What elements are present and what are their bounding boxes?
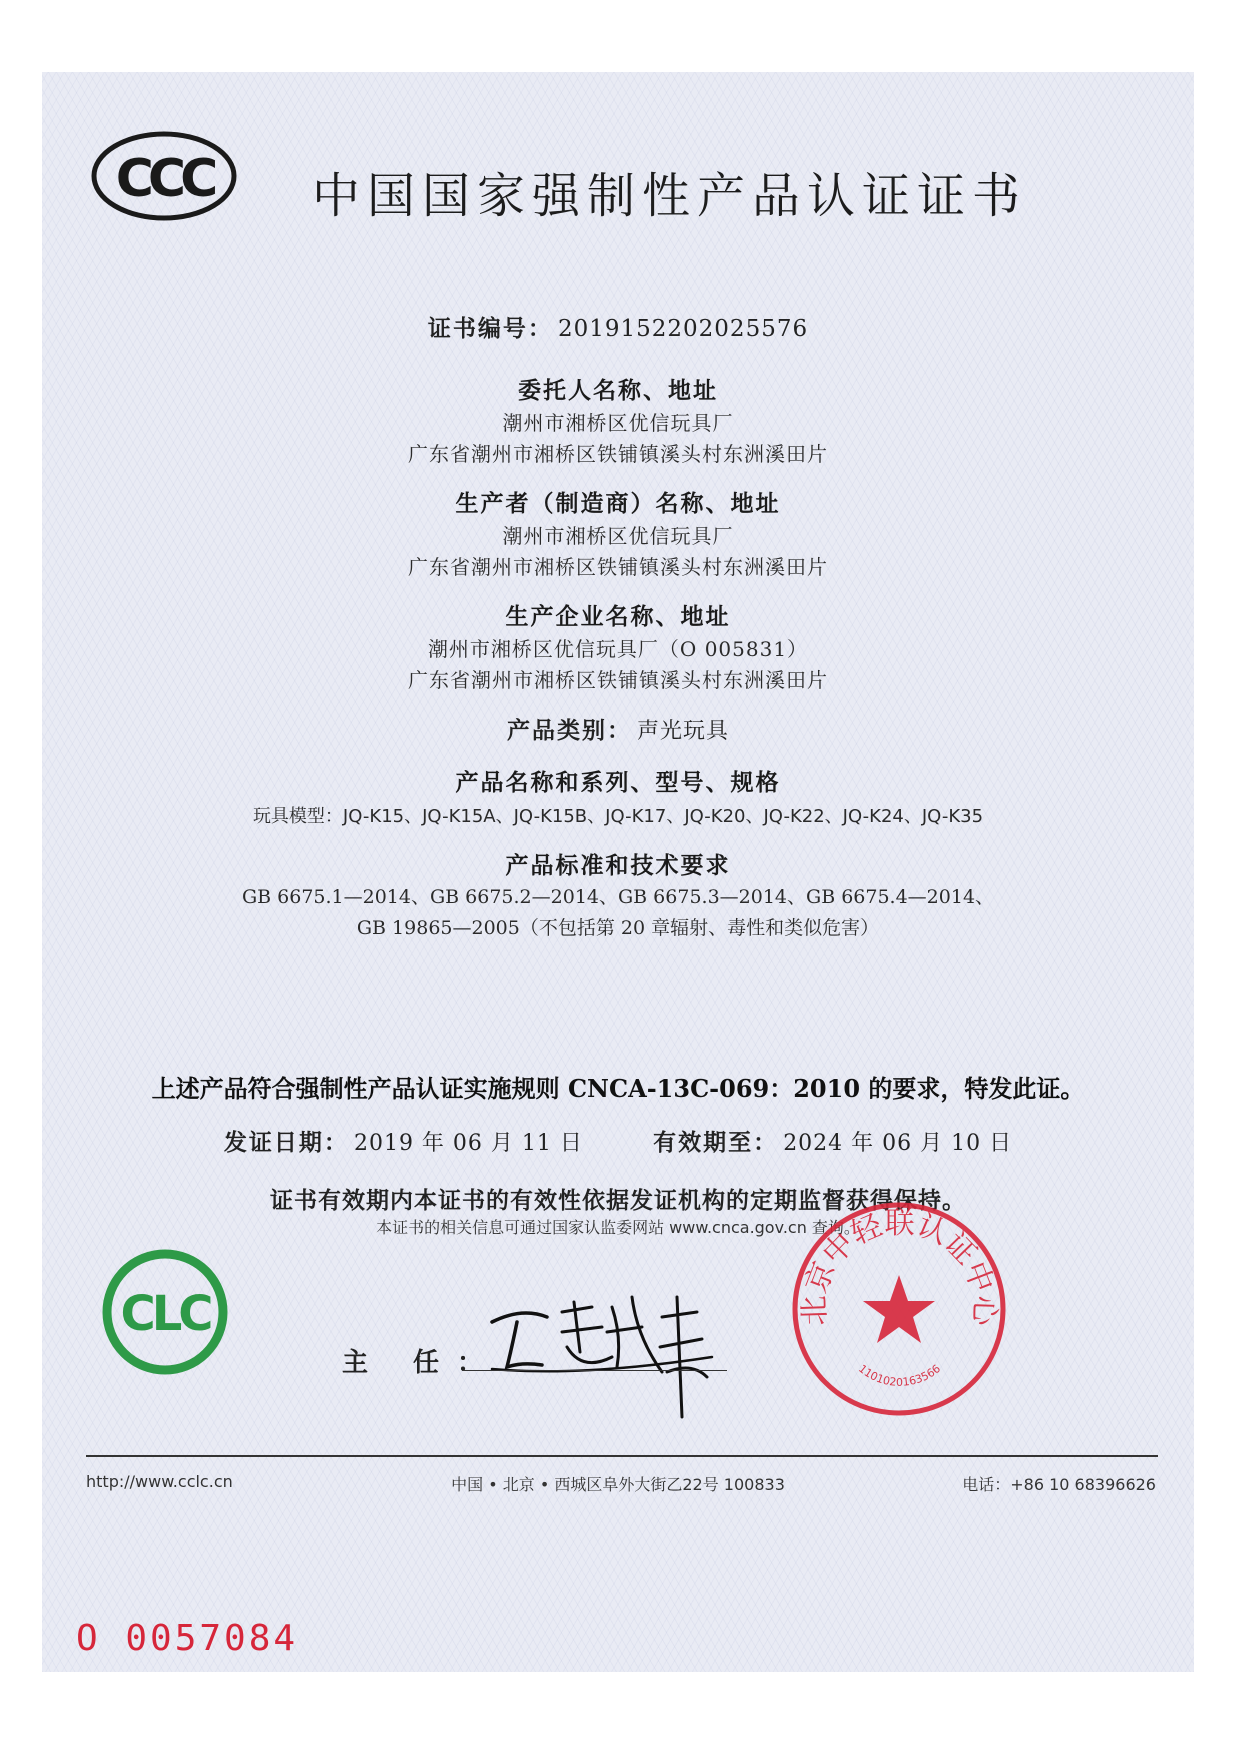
product-models-heading: 产品名称和系列、型号、规格 [455,770,781,796]
footer-url: http://www.cclc.cn [86,1472,233,1491]
factory-heading: 生产企业名称、地址 [505,604,731,630]
svg-text:北京中轻联认证中心: 北京中轻联认证中心 [797,1205,1002,1327]
footer-phone: 电话：+86 10 68396626 [962,1475,1156,1494]
svg-text:1101020163566: 1101020163566 [855,1362,944,1389]
product-category [42,712,1194,745]
product-category-label: 产品类别： [506,718,632,744]
client-heading: 委托人名称、地址 [518,378,718,404]
standards-line-1: GB 6675.1—2014、GB 6675.2—2014、GB 6675.3—2014、GB 6675.4—2014、 [241,886,995,908]
product-models-list: 玩具模型：JQ-K15、JQ-K15A、JQ-K15B、JQ-K17、JQ-K20、JQ-K22、JQ-K24、JQ-K35 [252,806,984,827]
svg-text:CLC: CLC [120,1286,210,1342]
dates-row [42,1124,1194,1157]
certificate [42,72,1194,1672]
expiry-date-value: 2024 年 06 月 10 日 [783,1131,1013,1156]
ccc-logo [90,130,238,222]
standards-heading: 产品标准和技术要求 [505,853,731,879]
certificate-number-value: 2019152202025576 [557,316,809,342]
statement-suffix: 的要求，特发此证。 [860,1075,1085,1103]
statement-prefix: 上述产品符合强制性产品认证实施规则 [151,1075,568,1103]
product-category-value: 声光玩具 [637,719,730,744]
certificate-number-label: 证书编号： [427,316,553,342]
signature-line [462,1370,727,1371]
footer-address: 中国 • 北京 • 西城区阜外大街乙22号 100833 [451,1475,785,1494]
footer-divider [86,1455,1158,1457]
client-address: 广东省潮州市湘桥区铁铺镇溪头村东洲溪田片 [408,442,828,466]
expiry-date-label: 有效期至： [653,1130,779,1156]
conformity-statement [42,1069,1194,1104]
director-label: 主 任： [342,1348,502,1378]
issue-date-value: 2019 年 06 月 11 日 [353,1131,583,1156]
certification-seal [787,1197,1012,1422]
factory-name: 潮州市湘桥区优信玩具厂（O 005831） [427,637,809,661]
director-signature [462,1277,722,1427]
manufacturer-address: 广东省潮州市湘桥区铁铺镇溪头村东洲溪田片 [408,555,828,579]
statement-code: CNCA-13C-069：2010 [567,1074,861,1103]
validity-note: 证书有效期内本证书的有效性依据发证机构的定期监督获得保持。 [270,1188,966,1214]
manufacturer-name: 潮州市湘桥区优信玩具厂 [502,524,734,548]
serial-number: O 0057084 [76,1618,299,1659]
certificate-number [42,310,1194,343]
clc-logo [100,1247,230,1377]
factory-address: 广东省潮州市湘桥区铁铺镇溪头村东洲溪田片 [408,668,828,692]
issue-date-label: 发证日期： [223,1130,349,1156]
svg-text:CCC: CCC [115,149,213,209]
client-name: 潮州市湘桥区优信玩具厂 [502,411,734,435]
page-title: 中国国家强制性产品认证证书 [312,168,1028,224]
standards-line-2: GB 19865—2005（不包括第 20 章辐射、毒性和类似危害） [356,917,880,939]
website-note: 本证书的相关信息可通过国家认监委网站 www.cnca.gov.cn 查询。 [376,1218,860,1237]
manufacturer-heading: 生产者（制造商）名称、地址 [455,491,781,517]
